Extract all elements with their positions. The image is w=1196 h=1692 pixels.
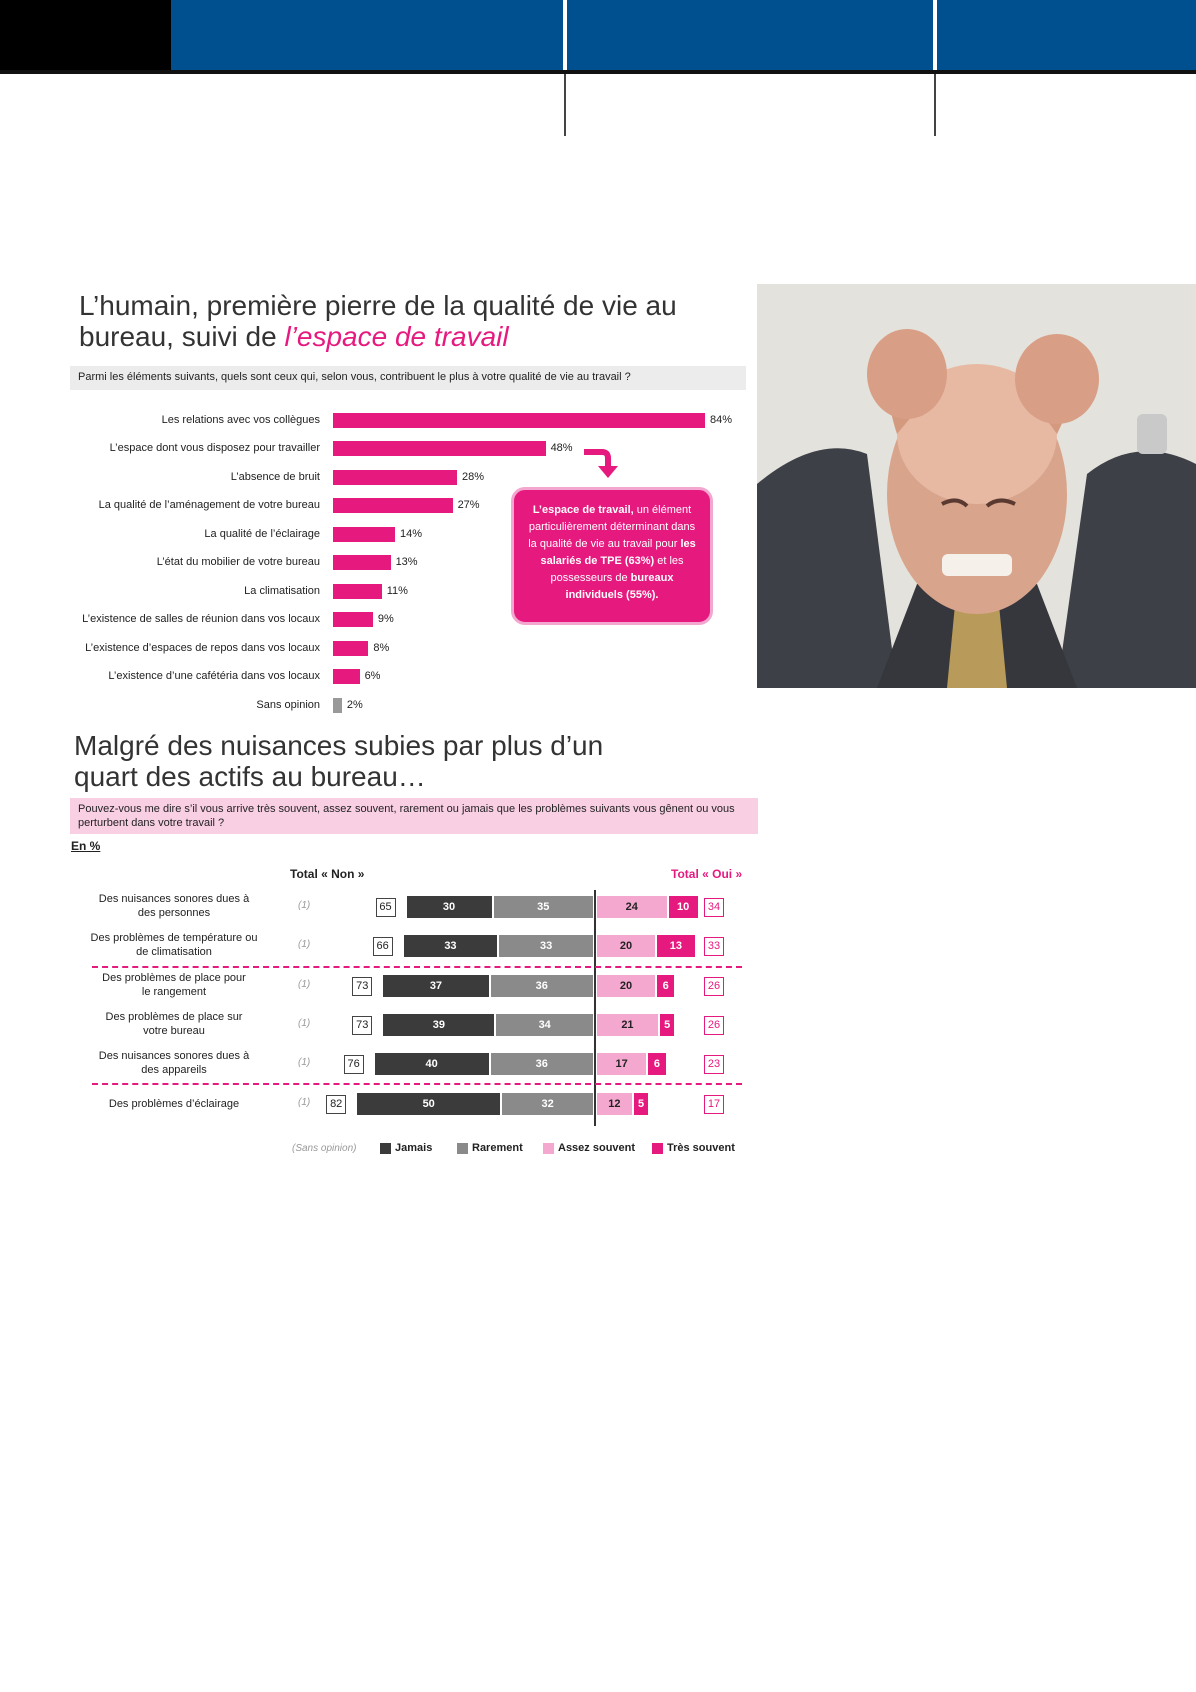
row-label-line: Des nuisances sonores dues à: [98, 893, 250, 905]
callout-arrow-icon: [580, 444, 620, 484]
total-oui-box: 26: [704, 1016, 724, 1035]
total-oui-box: 17: [704, 1095, 724, 1114]
category-label: Sans opinion: [256, 698, 320, 711]
bar: [333, 669, 360, 684]
segment-tres-souvent: 10: [669, 896, 698, 918]
total-non-box: 66: [373, 937, 393, 956]
segment-jamais: 33: [404, 935, 498, 957]
legend-swatch: [380, 1143, 391, 1154]
segment-jamais: 37: [383, 975, 488, 997]
legend-item-jamais: Jamais: [380, 1142, 432, 1154]
row-label: Des problèmes d’éclairage: [108, 1098, 240, 1110]
segment-jamais: 50: [357, 1093, 500, 1115]
bar: [333, 555, 391, 570]
no-opinion-note: (1): [298, 1057, 311, 1068]
segment-assez-souvent: 20: [597, 975, 655, 997]
legend-swatch: [457, 1143, 468, 1154]
row-label: [74, 892, 274, 920]
no-opinion-note: (1): [298, 979, 311, 990]
value-label: 48%: [550, 442, 573, 454]
chart1-callout: L’espace de travail, un élément particulièrement déterminant dans la qualité de vie au travail pour les salariés de TPE (63%) et les possesseurs de bureaux individuels (55%).: [511, 487, 713, 625]
segment-tres-souvent: 5: [660, 1014, 675, 1036]
segment-tres-souvent: 5: [634, 1093, 649, 1115]
no-opinion-note: (1): [298, 900, 311, 911]
segment-rarement: 36: [491, 1053, 593, 1075]
category-label: L’existence d’une cafétéria dans vos locaux: [108, 670, 320, 682]
total-oui-box: 34: [704, 898, 724, 917]
segment-rarement: 33: [499, 935, 593, 957]
bar: [333, 527, 395, 542]
row-label-line: Des nuisances sonores dues à: [98, 1050, 250, 1062]
row-label: [74, 1049, 274, 1077]
legend-swatch: [543, 1143, 554, 1154]
segment-assez-souvent: 20: [597, 935, 655, 957]
column-separator: [934, 74, 936, 136]
photo-stressed-man: [757, 284, 1196, 688]
bar: [333, 441, 546, 456]
row-label-line: des personnes: [137, 907, 211, 919]
legend-swatch: [652, 1143, 663, 1154]
segment-assez-souvent: 12: [597, 1093, 632, 1115]
segment-rarement: 35: [494, 896, 594, 918]
chart2-question: Pouvez-vous me dire s’il vous arrive très souvent, assez souvent, rarement ou jamais que les problèmes suivants vous gênent ou vous perturbent dans votre travail ?: [70, 798, 758, 834]
header-total-non: Total « Non »: [290, 867, 365, 881]
value-label: 8%: [373, 641, 390, 654]
row-label-line: Des problèmes de température ou: [90, 932, 258, 944]
value-label: 11%: [386, 584, 408, 597]
total-oui-box: 33: [704, 937, 724, 956]
no-opinion-note: (1): [298, 1097, 311, 1108]
category-label: L’espace dont vous disposez pour travailler: [109, 442, 320, 454]
row-label-line: le rangement: [141, 986, 207, 998]
total-oui-box: 26: [704, 977, 724, 996]
bar: [333, 584, 382, 599]
segment-jamais: 30: [407, 896, 492, 918]
total-non-box: 65: [376, 898, 396, 917]
value-label: 27%: [457, 499, 480, 511]
no-opinion-note: (1): [298, 939, 311, 950]
category-label: La qualité de l’aménagement de votre bureau: [98, 499, 320, 511]
segment-rarement: 36: [491, 975, 593, 997]
row-label: [74, 931, 274, 959]
no-opinion-note: (1): [298, 1018, 311, 1029]
segment-tres-souvent: 6: [648, 1053, 665, 1075]
legend-item-tres-souvent: Très souvent: [652, 1142, 735, 1154]
bar: [333, 641, 368, 656]
chart2-title: Malgré des nuisances subies par plus d’un quart des actifs au bureau…: [74, 730, 604, 792]
value-label: 9%: [377, 613, 394, 625]
segment-jamais: 39: [383, 1014, 494, 1036]
segment-tres-souvent: 6: [657, 975, 674, 997]
header-total-oui: Total « Oui »: [671, 867, 743, 881]
total-non-box: 73: [352, 977, 372, 996]
header-bar: [0, 0, 1196, 74]
row-label-line: des appareils: [141, 1064, 207, 1076]
column-separator: [564, 74, 566, 136]
segment-rarement: 32: [502, 1093, 593, 1115]
row-label: [74, 1010, 274, 1038]
chart1-title-highlight: l’espace de travail: [284, 321, 509, 352]
category-label: L’état du mobilier de votre bureau: [156, 556, 320, 568]
legend-note: (Sans opinion): [292, 1143, 357, 1154]
row-label-line: Des problèmes de place sur: [105, 1011, 243, 1023]
bar: [333, 470, 457, 485]
category-label: Les relations avec vos collègues: [161, 413, 320, 426]
segment-rarement: 34: [496, 1014, 593, 1036]
chart1-question: Parmi les éléments suivants, quels sont ceux qui, selon vous, contribuent le plus à votre qualité de vie au travail ?: [70, 366, 746, 390]
value-label: 6%: [364, 670, 381, 682]
legend-item-assez-souvent: Assez souvent: [543, 1142, 635, 1154]
category-label: La qualité de l’éclairage: [204, 527, 320, 540]
category-label: L’absence de bruit: [230, 470, 320, 483]
value-label: 28%: [462, 470, 485, 483]
row-label-line: Des problèmes de place pour: [102, 972, 246, 984]
header-separator: [933, 0, 937, 70]
row-label: [74, 971, 274, 999]
total-non-box: 73: [352, 1016, 372, 1035]
group-divider: [92, 966, 742, 968]
row-label-line: de climatisation: [136, 946, 212, 958]
chart2-center-axis: [594, 890, 596, 1126]
segment-assez-souvent: 17: [597, 1053, 646, 1075]
segment-assez-souvent: 24: [597, 896, 667, 918]
segment-assez-souvent: 21: [597, 1014, 658, 1036]
value-label: 2%: [346, 698, 363, 711]
header-separator: [563, 0, 567, 70]
category-label: La climatisation: [244, 584, 320, 597]
header-black-block: [0, 0, 171, 74]
bar: [333, 612, 373, 627]
legend-item-rarement: Rarement: [457, 1142, 523, 1154]
value-label: 14%: [400, 527, 423, 540]
category-label: L’existence de salles de réunion dans vos locaux: [82, 613, 320, 625]
value-label: 84%: [710, 413, 733, 426]
bar: [333, 413, 705, 428]
header-rule: [0, 70, 1196, 74]
total-non-box: 76: [344, 1055, 364, 1074]
total-oui-box: 23: [704, 1055, 724, 1074]
total-non-box: 82: [326, 1095, 346, 1114]
bar: [333, 698, 342, 713]
unit-label: En %: [71, 839, 101, 853]
row-label-line: votre bureau: [143, 1025, 205, 1037]
segment-tres-souvent: 13: [657, 935, 695, 957]
bar: [333, 498, 453, 513]
value-label: 13%: [395, 556, 418, 568]
category-label: L’existence d’espaces de repos dans vos locaux: [85, 641, 320, 654]
segment-jamais: 40: [375, 1053, 489, 1075]
chart1-title: L’humain, première pierre de la qualité de vie au bureau, suivi de l’espace de travail: [79, 290, 677, 352]
group-divider: [92, 1083, 742, 1085]
